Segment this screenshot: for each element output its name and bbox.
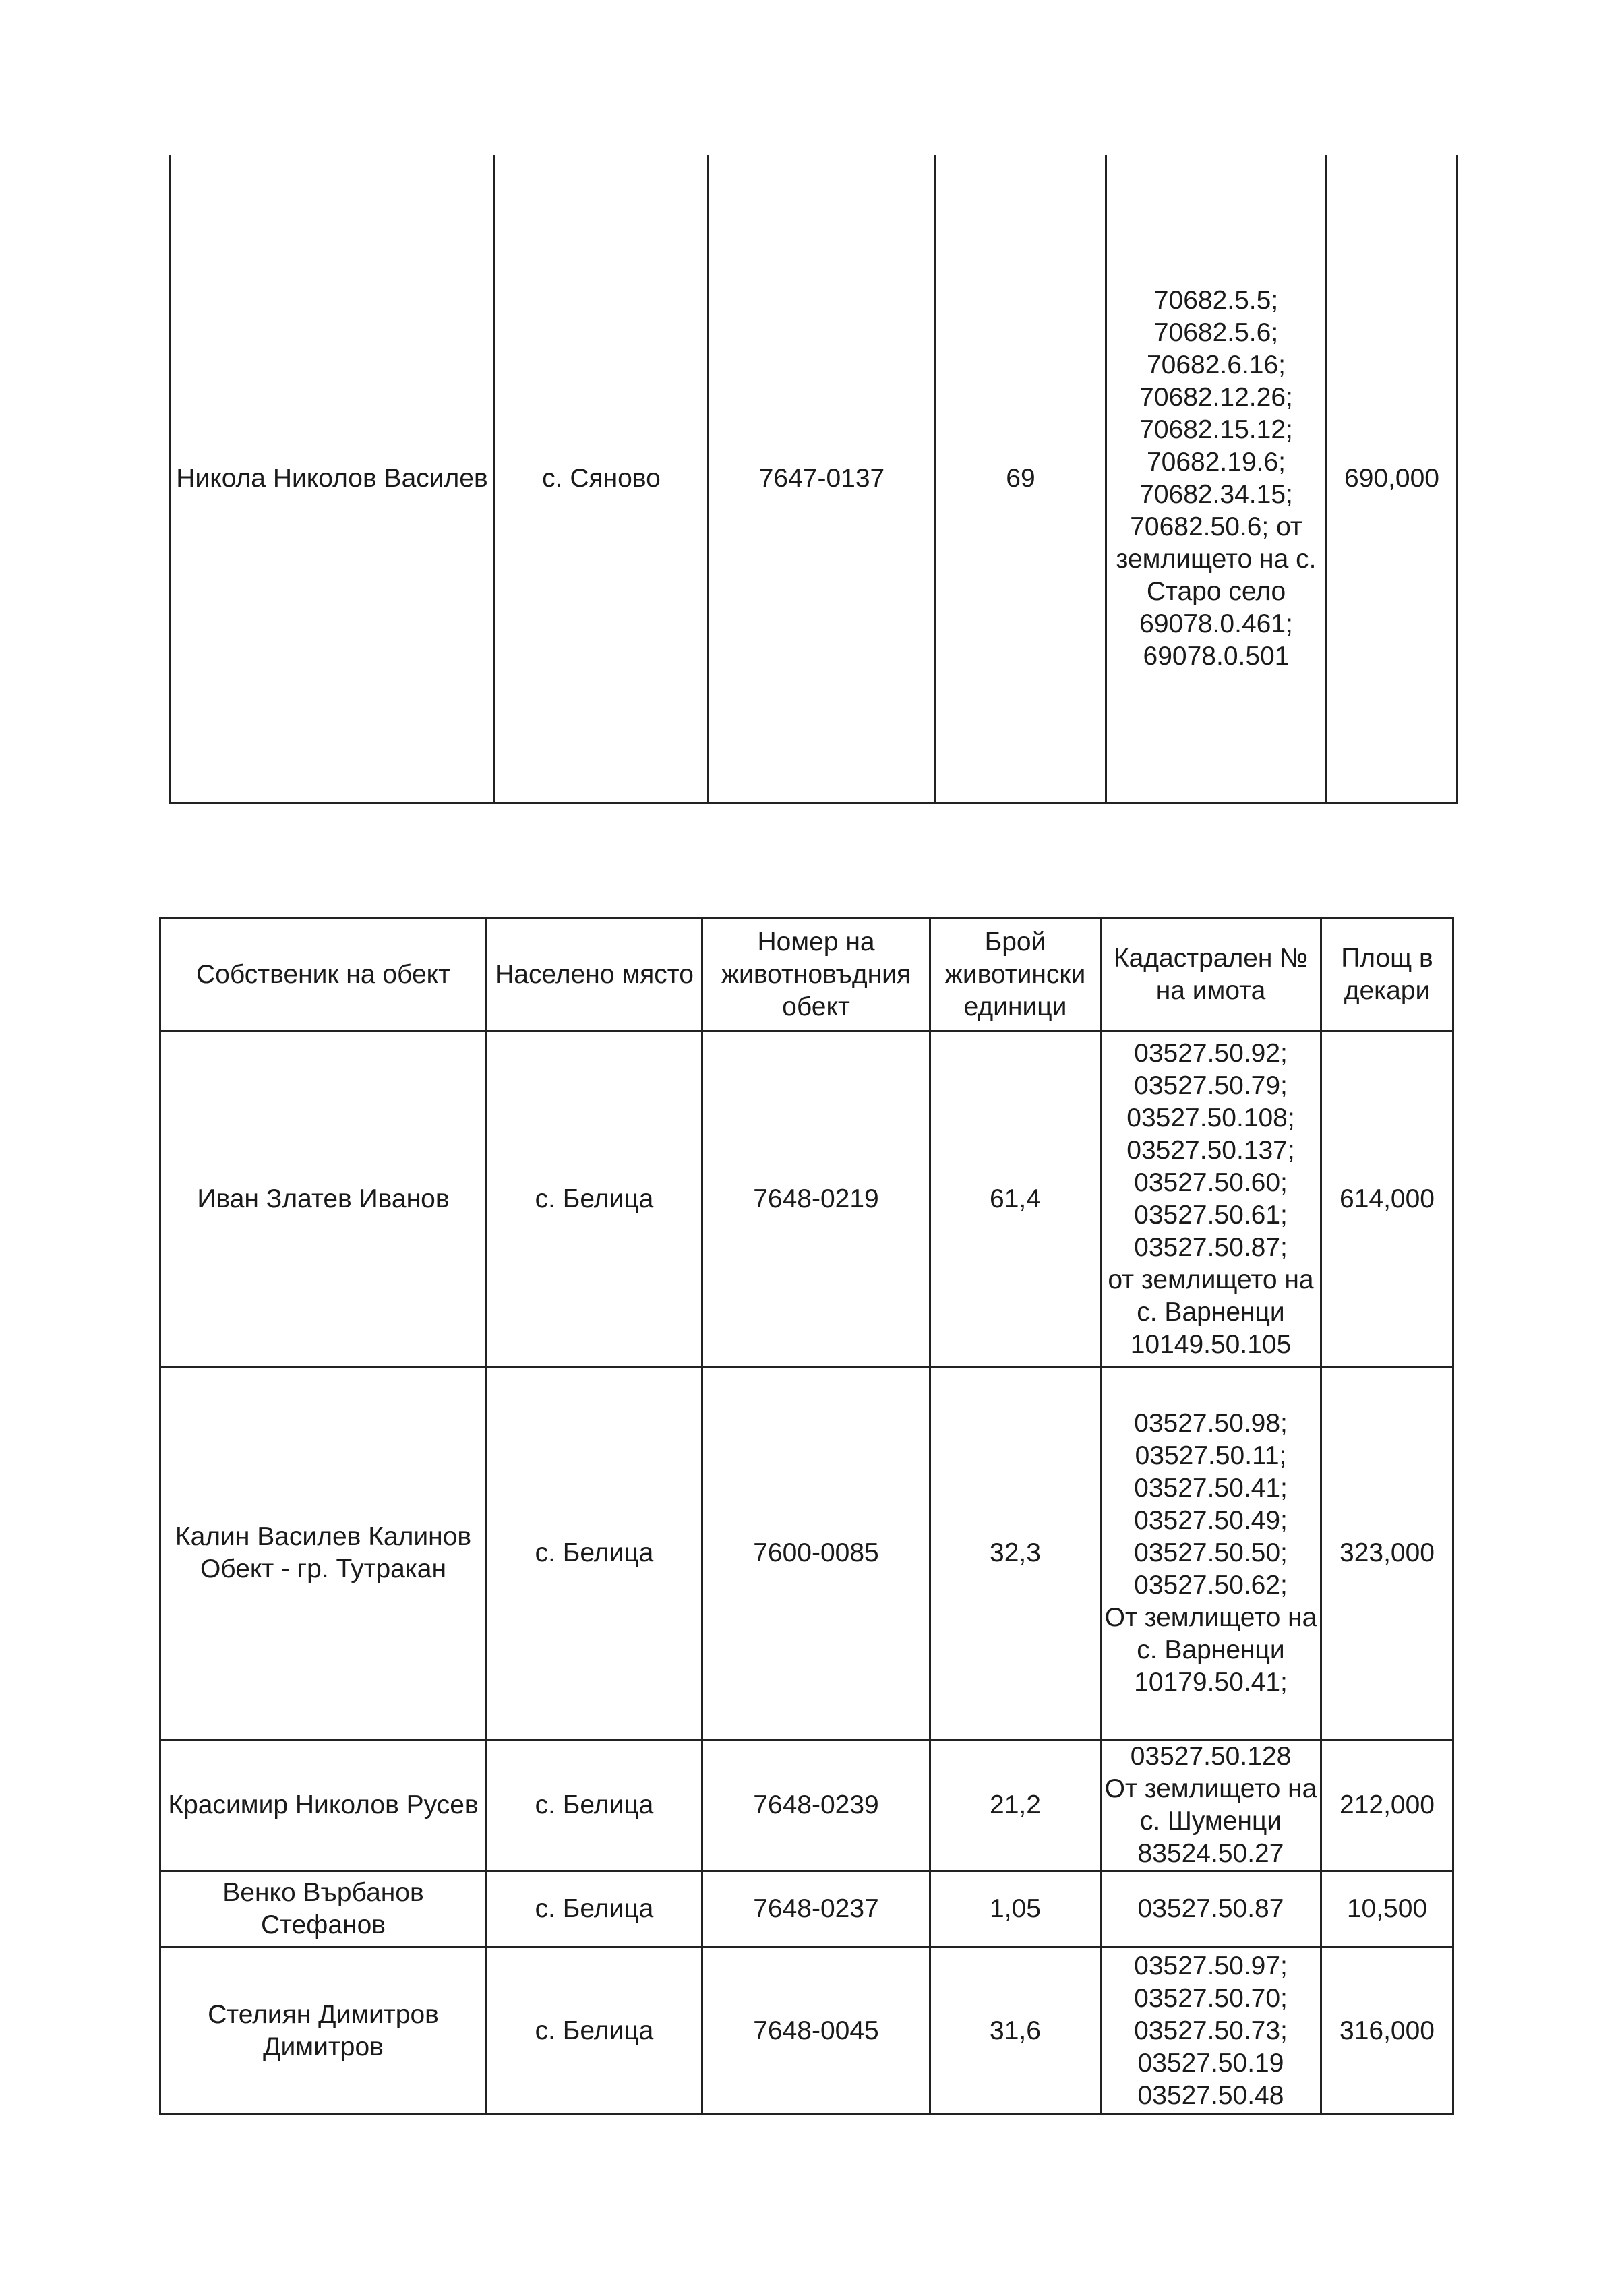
header-cadastral: Кадастрален № на имота xyxy=(1101,918,1321,1031)
area-cell: 212,000 xyxy=(1321,1740,1453,1871)
header-object-number: Номер на животновъдния обект xyxy=(702,918,930,1031)
area-cell: 323,000 xyxy=(1321,1367,1453,1740)
owner-cell: Стелиян Димитров Димитров xyxy=(160,1948,487,2115)
animal-units-cell: 61,4 xyxy=(930,1031,1101,1367)
header-owner: Собственик на обект xyxy=(160,918,487,1031)
cadastral-cell xyxy=(1101,1367,1321,1740)
animal-units-cell: 31,6 xyxy=(930,1948,1101,2115)
cadastral-cell xyxy=(1101,1740,1321,1871)
owner-cell: Венко Върбанов Стефанов xyxy=(160,1871,487,1948)
cadastral-text: 03527.50.92; 03527.50.79; 03527.50.108; 03527.50.137; 03527.50.60; 03527.50.61; 03527.50.87; от землището на с. Варненци 10149.50.105 xyxy=(1108,1038,1314,1359)
object-number-cell: 7600-0085 xyxy=(702,1367,930,1740)
header-area: Площ в декари xyxy=(1321,918,1453,1031)
area-cell: 614,000 xyxy=(1321,1031,1453,1367)
cadastral-text: 03527.50.98; 03527.50.11; 03527.50.41; 03527.50.49; 03527.50.50; 03527.50.62; От землището на с. Варненци 10179.50.41; xyxy=(1104,1409,1317,1697)
area-cell: 690,000 xyxy=(1327,155,1457,804)
header-place: Населено място xyxy=(487,918,702,1031)
place-cell: с. Белица xyxy=(487,1031,702,1367)
object-number-cell: 7648-0237 xyxy=(702,1871,930,1948)
object-number-cell: 7648-0219 xyxy=(702,1031,930,1367)
animal-units-cell: 32,3 xyxy=(930,1367,1101,1740)
place-cell: с. Белица xyxy=(487,1871,702,1948)
cadastral-text: 03527.50.128 От землището на с. Шуменци 83524.50.27 xyxy=(1104,1742,1317,1868)
object-number-cell: 7648-0045 xyxy=(702,1948,930,2115)
owner-cell: Калин Василев Калинов Обект - гр. Тутракан xyxy=(160,1367,487,1740)
owner-cell: Иван Златев Иванов xyxy=(160,1031,487,1367)
table-row xyxy=(160,1031,1453,1367)
continuation-table xyxy=(169,155,1458,804)
cadastral-cell xyxy=(1101,1871,1321,1948)
animal-units-cell: 1,05 xyxy=(930,1871,1101,1948)
table-row xyxy=(160,1740,1453,1871)
animal-units-cell: 21,2 xyxy=(930,1740,1101,1871)
cadastral-text: 70682.5.5; 70682.5.6; 70682.6.16; 70682.12.26; 70682.15.12; 70682.19.6; 70682.34.15; 70682.50.6; от землището на с. Старо село 69078.0.461; 69078.0.501 xyxy=(1116,286,1317,671)
table-row xyxy=(160,1367,1453,1740)
place-cell: с. Сяново xyxy=(495,155,709,804)
place-cell: с. Белица xyxy=(487,1367,702,1740)
object-number-cell: 7647-0137 xyxy=(709,155,936,804)
header-animal-units: Брой животински единици xyxy=(930,918,1101,1031)
cadastral-text: 03527.50.87 xyxy=(1137,1894,1284,1923)
table-row xyxy=(160,1871,1453,1948)
area-cell: 10,500 xyxy=(1321,1871,1453,1948)
cadastral-cell xyxy=(1106,155,1327,804)
owner-cell: Красимир Николов Русев xyxy=(160,1740,487,1871)
place-cell: с. Белица xyxy=(487,1740,702,1871)
cadastral-text: 03527.50.97; 03527.50.70; 03527.50.73; 03527.50.19 03527.50.48 xyxy=(1134,1951,1288,2110)
owner-cell: Никола Николов Василев xyxy=(170,155,495,804)
cadastral-cell xyxy=(1101,1031,1321,1367)
cadastral-cell xyxy=(1101,1948,1321,2115)
place-cell: с. Белица xyxy=(487,1948,702,2115)
header-row xyxy=(160,918,1453,1031)
object-number-cell: 7648-0239 xyxy=(702,1740,930,1871)
table-row xyxy=(160,1948,1453,2115)
area-cell: 316,000 xyxy=(1321,1948,1453,2115)
animal-units-cell: 69 xyxy=(936,155,1106,804)
table-row xyxy=(170,155,1457,804)
livestock-table xyxy=(159,917,1454,2115)
